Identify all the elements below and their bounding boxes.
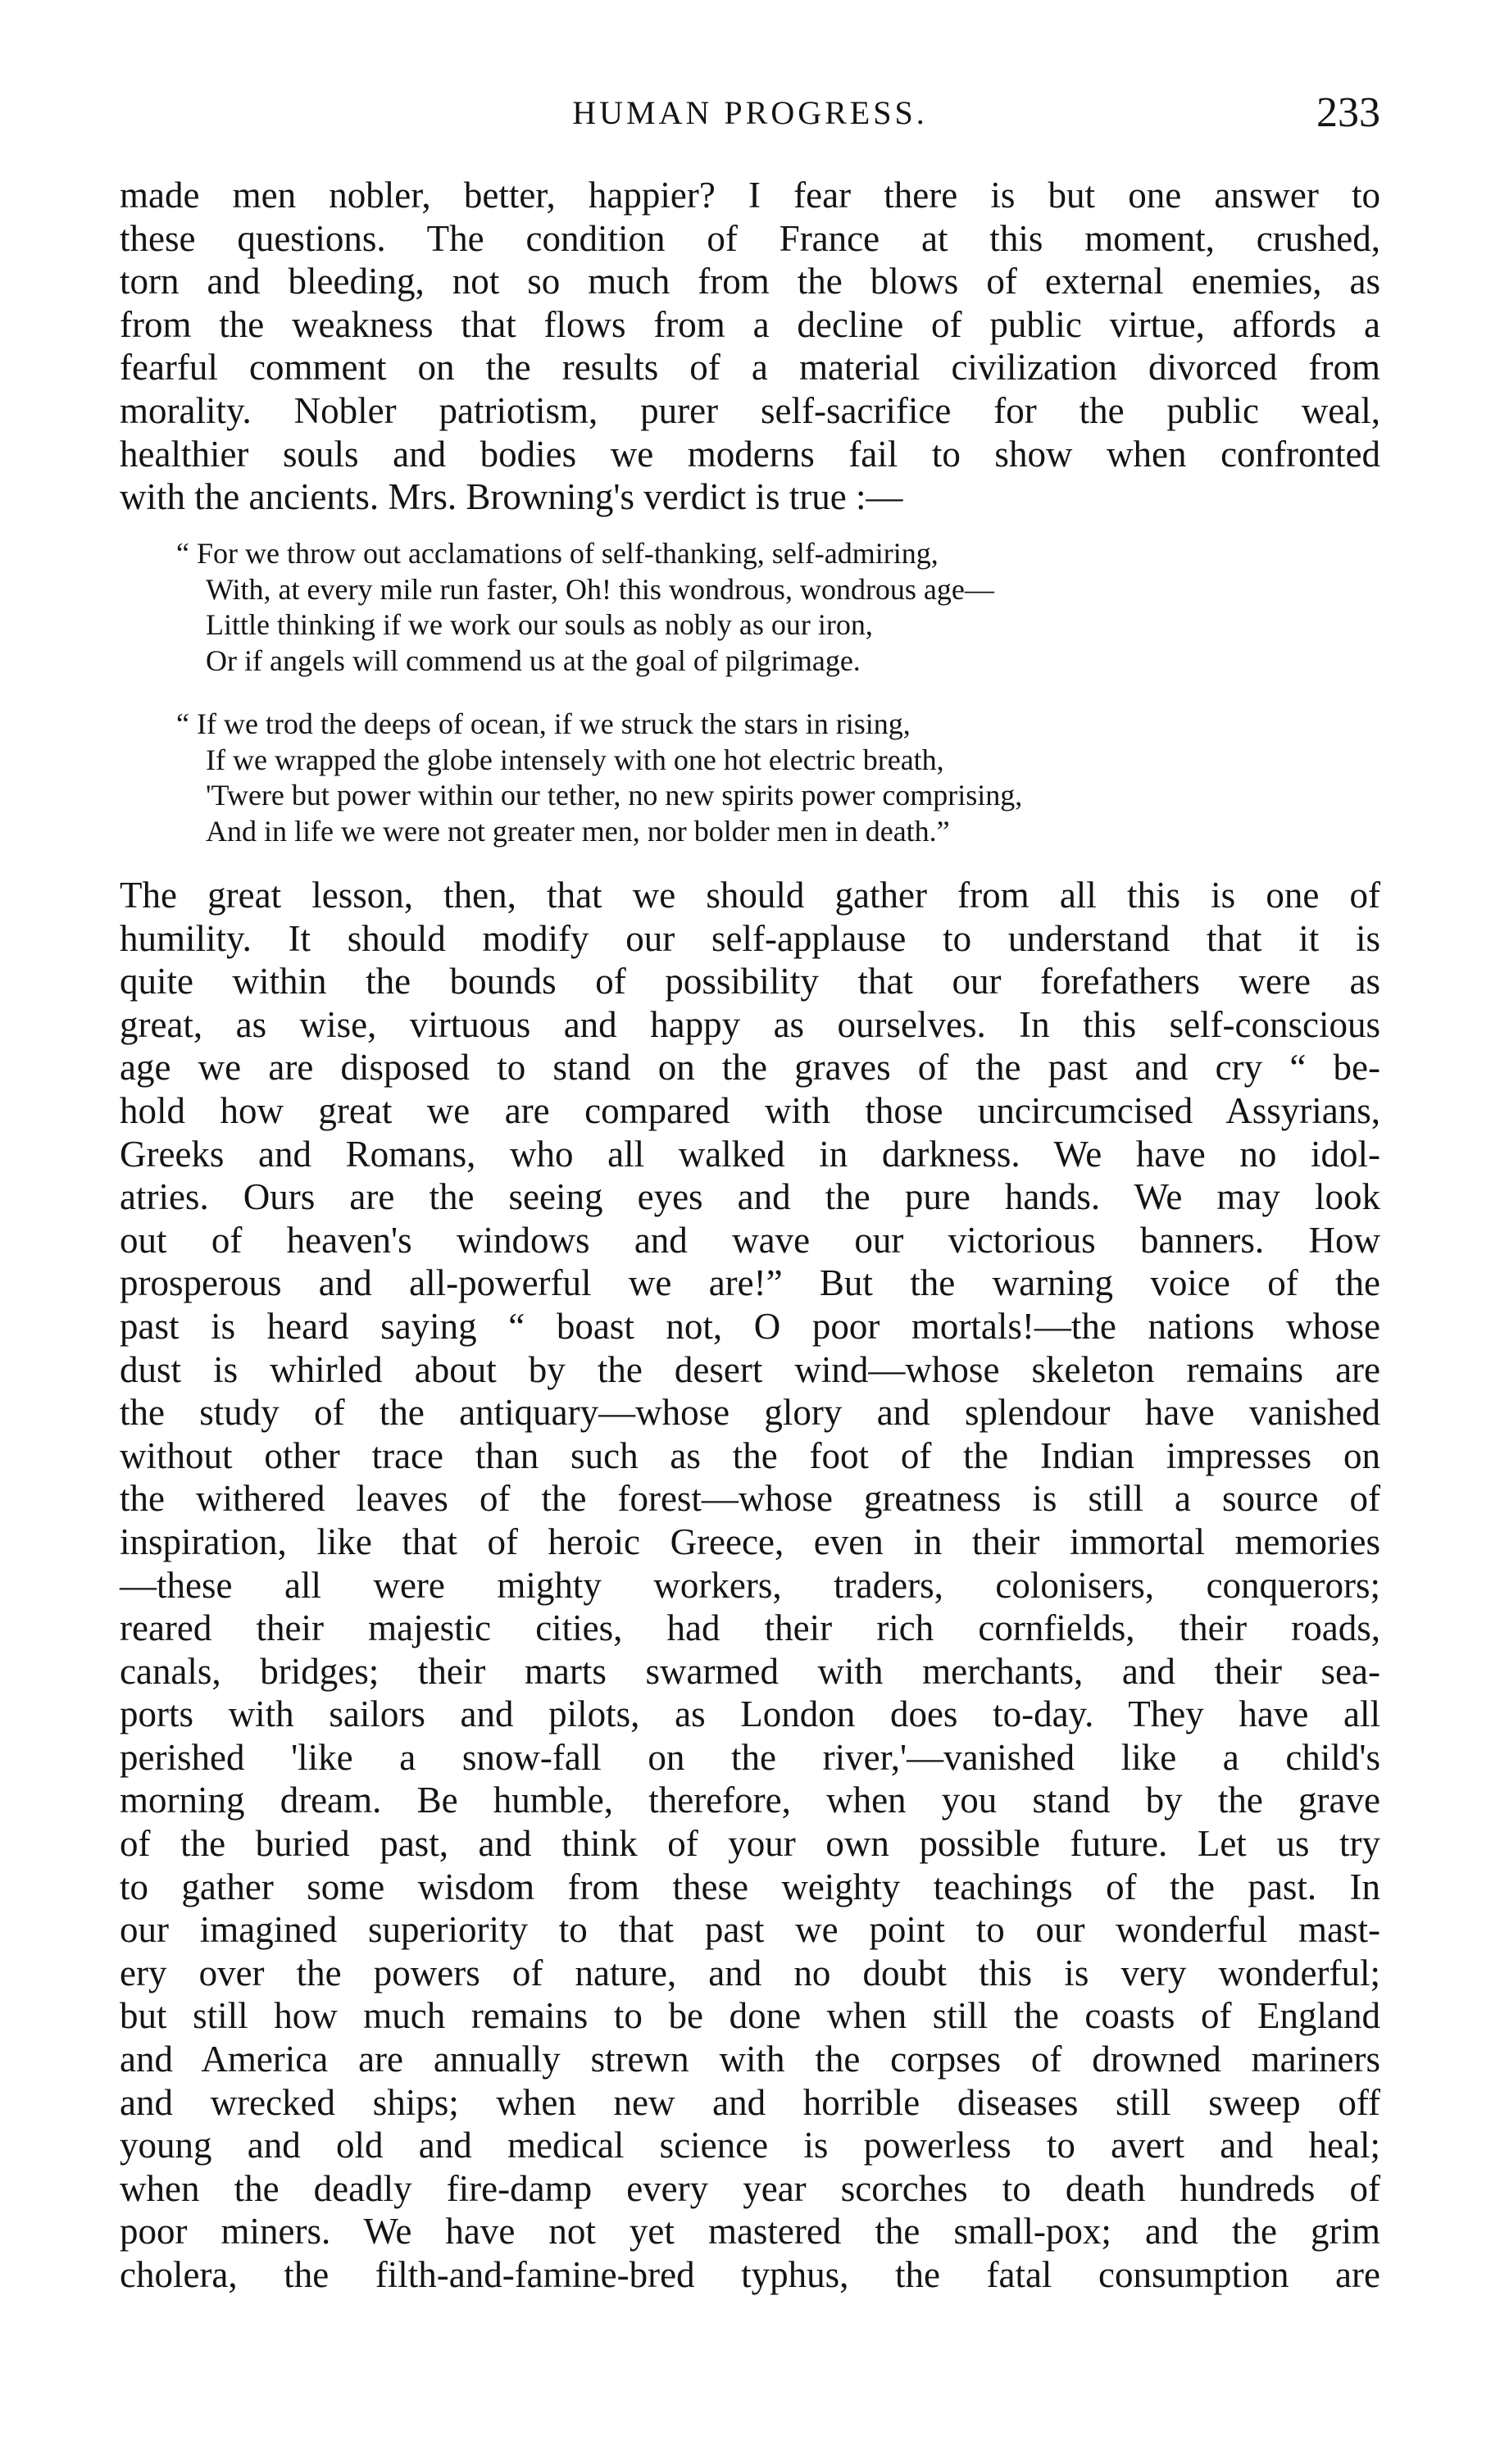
verse-line: With, at every mile run faster, Oh! this wondrous, wondrous age— <box>206 572 994 606</box>
text-line: canals, bridges; their marts swarmed with merchants, and their sea- <box>120 1650 1380 1692</box>
running-head <box>120 89 1380 138</box>
verse-line: Or if angels will commend us at the goal of pilgrimage. <box>206 643 861 677</box>
text-line: from the weakness that flows from a decline of public virtue, affords a <box>120 303 1380 345</box>
text-line: the withered leaves of the forest—whose greatness is still a source of <box>120 1478 1380 1520</box>
text-line: healthier souls and bodies we moderns fail to show when confronted <box>120 433 1380 475</box>
text-line: morning dream. Be humble, therefore, when you stand by the grave <box>120 1780 1380 1821</box>
text-line: when the deadly fire-damp every year scorches to death hundreds of <box>120 2167 1380 2209</box>
verse-line: If we wrapped the globe intensely with one hot electric breath, <box>206 743 944 776</box>
text-line: torn and bleeding, not so much from the blows of external enemies, as <box>120 261 1380 302</box>
text-line: of the buried past, and think of your own possible future. Let us try <box>120 1823 1380 1865</box>
page-number: 233 <box>1316 89 1380 136</box>
text-line: inspiration, like that of heroic Greece, even in their immortal memories <box>120 1521 1380 1562</box>
verse-line: 'Twere but power within our tether, no new spirits power comprising, <box>206 779 1023 812</box>
text-line: the study of the antiquary—whose glory and splendour have vanished <box>120 1392 1380 1434</box>
verse-line: “ If we trod the deeps of ocean, if we struck the stars in rising, <box>176 707 911 740</box>
text-line: perished 'like a snow-fall on the river,'—vanished like a child's <box>120 1736 1380 1778</box>
text-line: dust is whirled about by the desert wind—whose skeleton remains are <box>120 1348 1380 1390</box>
text-line: poor miners. We have not yet mastered the small-pox; and the grim <box>120 2211 1380 2253</box>
text-line: —these all were mighty workers, traders, colonisers, conquerors; <box>120 1564 1380 1606</box>
text-line: out of heaven's windows and wave our victorious banners. How <box>120 1219 1380 1261</box>
text-line: reared their majestic cities, had their rich cornfields, their roads, <box>120 1607 1380 1649</box>
text-line: to gather some wisdom from these weighty teachings of the past. In <box>120 1866 1380 1907</box>
text-line: these questions. The condition of France at this moment, crushed, <box>120 217 1380 259</box>
text-line: great, as wise, virtuous and happy as ourselves. In this self-conscious <box>120 1003 1380 1045</box>
text-line: humility. It should modify our self-applause to understand that it is <box>120 917 1380 959</box>
text-line: morality. Nobler patriotism, purer self-sacrifice for the public weal, <box>120 389 1380 431</box>
text-line: fearful comment on the results of a material civilization divorced from <box>120 347 1380 389</box>
text-line: cholera, the filth-and-famine-bred typhus, the fatal consumption are <box>120 2254 1380 2295</box>
verse-line: “ For we throw out acclamations of self-thanking, self-admiring, <box>176 537 939 570</box>
text-line: but still how much remains to be done when still the coasts of England <box>120 1995 1380 2037</box>
text-line: hold how great we are compared with those uncircumcised Assyrians, <box>120 1089 1380 1131</box>
text-line: past is heard saying “ boast not, O poor mortals!—the nations whose <box>120 1305 1380 1347</box>
text-line: atries. Ours are the seeing eyes and the pure hands. We may look <box>120 1176 1380 1218</box>
text-line: with the ancients. Mrs. Browning's verdict is true :— <box>120 476 903 518</box>
paragraph-1 <box>120 174 1380 519</box>
verse-line: Little thinking if we work our souls as nobly as our iron, <box>206 608 873 642</box>
text-line: young and old and medical science is powerless to avert and heal; <box>120 2125 1380 2166</box>
paragraph-2 <box>120 874 1380 2297</box>
text-line: prosperous and all-powerful we are!” But the warning voice of the <box>120 1262 1380 1304</box>
text-line: Greeks and Romans, who all walked in darkness. We have no idol- <box>120 1133 1380 1175</box>
text-line: made men nobler, better, happier? I fear there is but one answer to <box>120 175 1380 216</box>
text-line: and America are annually strewn with the corpses of drowned mariners <box>120 2039 1380 2080</box>
running-title: HUMAN PROGRESS. <box>572 94 928 131</box>
text-line: our imagined superiority to that past we point to our wonderful mast- <box>120 1909 1380 1951</box>
verse-stanza-2 <box>176 707 1357 849</box>
text-line: age we are disposed to stand on the graves of the past and cry “ be- <box>120 1047 1380 1089</box>
text-line: ery over the powers of nature, and no doubt this is very wonderful; <box>120 1952 1380 1993</box>
verse-stanza-1 <box>176 536 1357 679</box>
text-line: The great lesson, then, that we should gather from all this is one of <box>120 875 1380 916</box>
text-line: ports with sailors and pilots, as London does to-day. They have all <box>120 1693 1380 1735</box>
verse-line: And in life we were not greater men, nor bolder men in death.” <box>206 814 950 848</box>
text-line: quite within the bounds of possibility that our forefathers were as <box>120 961 1380 1002</box>
text-line: and wrecked ships; when new and horrible diseases still sweep off <box>120 2081 1380 2123</box>
text-line: without other trace than such as the foot of the Indian impresses on <box>120 1434 1380 1476</box>
